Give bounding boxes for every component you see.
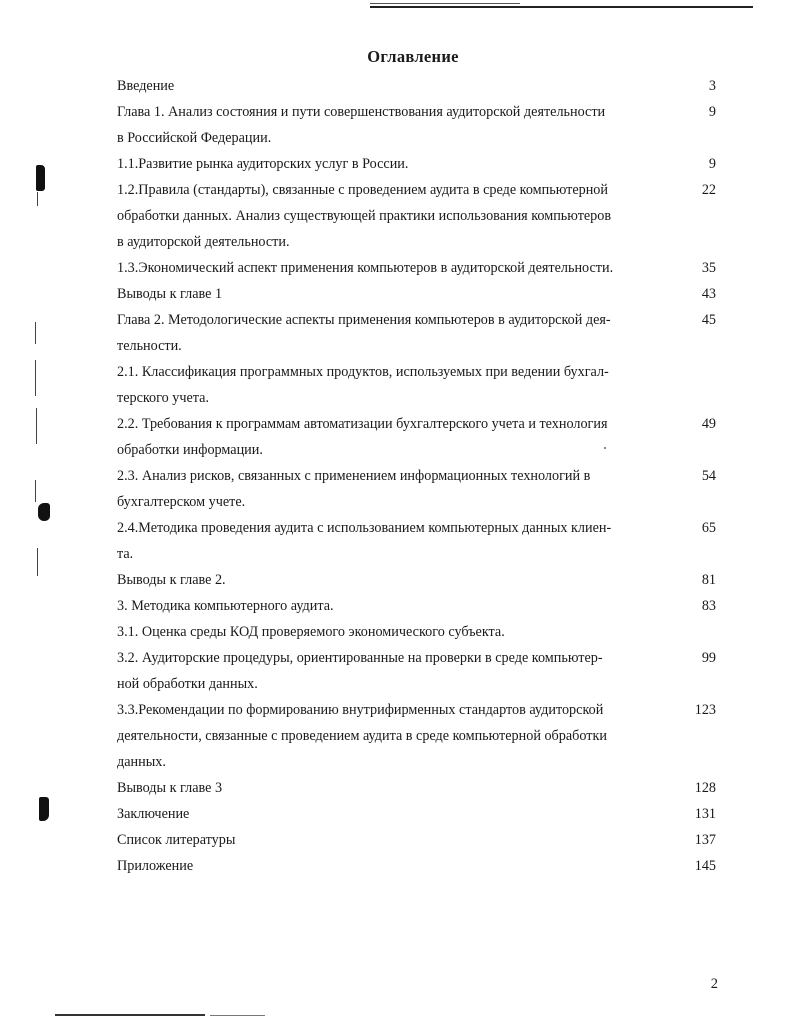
scan-artifact-bottom-rule — [210, 1015, 265, 1016]
toc-entry-text: 3.2. Аудиторские процедуры, ориентированные на проверки в среде компьютер- — [117, 650, 603, 666]
toc-entry-text: в Российской Федерации. — [117, 130, 272, 146]
toc-entry-text: 2.4.Методика проведения аудита с использованием компьютерных данных клиен- — [117, 520, 612, 536]
toc-entry-text: 3.1. Оценка среды КОД проверяемого экономического субъекта. — [117, 624, 505, 640]
toc-page-number: 99 — [701, 650, 716, 666]
toc-entry-text: Глава 2. Методологические аспекты применения компьютеров в аудиторской дея- — [117, 312, 611, 328]
toc-entry — [117, 801, 662, 827]
toc-entry-text: деятельности, связанные с проведением аудита в среде компьютерной обработки — [117, 728, 607, 744]
toc-page-number: 45 — [701, 312, 716, 328]
toc-entry — [117, 255, 662, 281]
toc-entry — [117, 307, 662, 359]
toc-entry — [117, 775, 662, 801]
toc-entry-text: Введение — [117, 78, 175, 94]
page-title: Оглавление — [367, 47, 459, 66]
page-number: 2 — [710, 976, 718, 992]
toc-page-number: 81 — [701, 572, 716, 588]
toc-entry-text: бухгалтерском учете. — [117, 494, 246, 510]
toc-entry-text: 2.3. Анализ рисков, связанных с применением информационных технологий в — [117, 468, 591, 484]
toc-entry-text: ной обработки данных. — [117, 676, 258, 692]
toc-entry-text: 3. Методика компьютерного аудита. — [117, 598, 334, 614]
toc-entry-text: Глава 1. Анализ состояния и пути совершенствования аудиторской деятельности — [117, 104, 606, 120]
toc-entry — [117, 281, 662, 307]
toc-page-number: 83 — [701, 598, 716, 614]
toc-entry — [117, 99, 662, 151]
toc-entry — [117, 411, 662, 463]
toc-entry-text: та. — [117, 546, 134, 562]
toc-page-number: 35 — [701, 260, 716, 276]
toc-page-number: 65 — [701, 520, 716, 536]
toc-entry — [117, 73, 662, 99]
toc-page-number: 123 — [694, 702, 716, 718]
toc-entry — [117, 853, 662, 879]
toc-page-number: 131 — [694, 806, 716, 822]
toc-entry — [117, 567, 662, 593]
toc-page-number: 9 — [708, 104, 716, 120]
toc-entry — [117, 697, 662, 775]
toc-entry-text: Выводы к главе 2. — [117, 572, 226, 588]
toc-entry-text: 1.1.Развитие рынка аудиторских услуг в России. — [117, 156, 409, 172]
toc-entry-text: данных. — [117, 754, 166, 770]
toc-page-number: 54 — [701, 468, 716, 484]
toc-entry — [117, 359, 662, 411]
toc-entry-text: 2.1. Классификация программных продуктов, используемых при ведении бухгал- — [117, 364, 609, 380]
toc-entry — [117, 151, 662, 177]
toc-entry-text: обработки информации. — [117, 442, 263, 458]
toc-entry-text: тельности. — [117, 338, 182, 354]
toc-entry-text: 3.3.Рекомендации по формированию внутрифирменных стандартов аудиторской — [117, 702, 604, 718]
toc-entry-text: Заключение — [117, 806, 190, 822]
toc-page-number: 22 — [701, 182, 716, 198]
toc-entry-text: в аудиторской деятельности. — [117, 234, 290, 250]
toc-entry-text: 1.2.Правила (стандарты), связанные с проведением аудита в среде компьютерной — [117, 182, 608, 198]
toc-entry — [117, 645, 662, 697]
toc-entry — [117, 515, 662, 567]
toc-entry — [117, 177, 662, 255]
toc-page-number: 9 — [708, 156, 716, 172]
toc-page-number: 43 — [701, 286, 716, 302]
toc-entry-text: Выводы к главе 3 — [117, 780, 223, 796]
toc-page-number: 3 — [708, 78, 716, 94]
toc-entry — [117, 619, 662, 645]
scan-artifact-bottom-rule — [55, 1014, 205, 1016]
toc-entry-text: Список литературы — [117, 832, 236, 848]
toc-entry-text: Выводы к главе 1 — [117, 286, 223, 302]
toc-entry-text: терского учета. — [117, 390, 210, 406]
toc-entry — [117, 593, 662, 619]
toc-page-number: 49 — [701, 416, 716, 432]
toc-entry — [117, 463, 662, 515]
toc-entry-text: Приложение — [117, 858, 194, 874]
toc-entry-text: 1.3.Экономический аспект применения компьютеров в аудиторской деятельности. — [117, 260, 614, 276]
toc-entry — [117, 827, 662, 853]
toc-page-number: 137 — [694, 832, 716, 848]
toc-page-number: 145 — [694, 858, 716, 874]
toc-entry-text: обработки данных. Анализ существующей практики использования компьютеров — [117, 208, 612, 224]
toc-page-number: 128 — [694, 780, 716, 796]
toc-entry-text: 2.2. Требования к программам автоматизации бухгалтерского учета и технология — [117, 416, 608, 432]
